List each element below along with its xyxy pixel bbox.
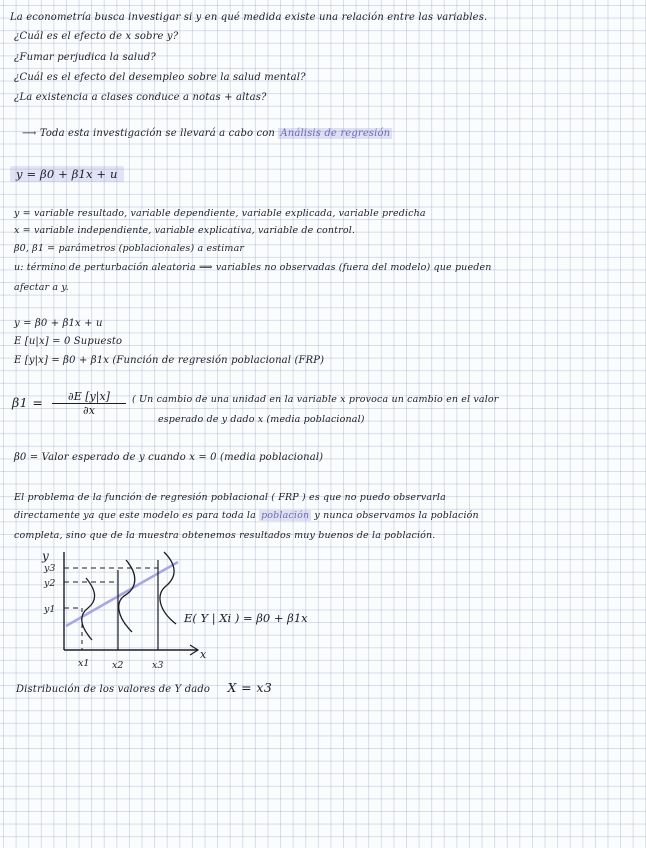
expectation-line-3: E [y|x] = β0 + β1x (Función de regresión poblacional (FRP) <box>14 355 325 366</box>
beta1-numerator: ∂E [y|x] <box>52 390 126 404</box>
tick-x2: x2 <box>112 660 124 671</box>
problem-highlight: población <box>261 510 310 521</box>
intro-line-3: ¿Fumar perjudica la salud? <box>14 52 156 63</box>
distribution-curve-x2 <box>119 560 135 632</box>
graph-caption-text: Distribución de los valores de Y dado <box>16 684 211 695</box>
graph-caption <box>16 680 272 695</box>
graph-caption-condition: X = x3 <box>227 680 273 695</box>
analysis-highlight: Análisis de regresión <box>280 128 391 139</box>
intro-line-2: ¿Cuál es el efecto de x sobre y? <box>14 31 179 42</box>
tick-y3: y3 <box>44 563 56 574</box>
definition-x: x = variable independiente, variable explicativa, variable de control. <box>14 225 356 236</box>
regression-line <box>66 562 178 626</box>
intro-line-5: ¿La existencia a clases conduce a notas + altas? <box>14 92 267 103</box>
distribution-curve-x3 <box>160 552 176 624</box>
analysis-prefix: ⟶ Toda esta investigación se llevará a cabo con <box>22 128 276 139</box>
beta1-lhs: β1 = <box>12 395 44 410</box>
definition-y: y = variable resultado, variable dependiente, variable explicada, variable predicha <box>14 208 426 219</box>
problem-line-1: El problema de la función de regresión poblacional ( FRP ) es que no puedo observarla <box>14 492 446 503</box>
beta0-line: β0 = Valor esperado de y cuando x = 0 (media poblacional) <box>14 452 324 463</box>
regression-line-label: E( Y | Xi ) = β0 + β1x <box>184 611 308 625</box>
definition-u: u: término de perturbación aleatoria ⟹ variables no observadas (fuera del modelo) que pueden <box>14 262 492 273</box>
tick-y1: y1 <box>44 604 56 615</box>
problem-line-2a: directamente ya que este modelo es para toda la <box>14 510 256 521</box>
intro-line-4: ¿Cuál es el efecto del desempleo sobre la salud mental? <box>14 72 306 83</box>
beta1-desc-1: ( Un cambio de una unidad en la variable x provoca un cambio en el valor <box>132 394 499 405</box>
intro-line-1: La econometría busca investigar si y en qué medida existe una relación entre las variables. <box>10 12 488 23</box>
distribution-curve-x1 <box>82 578 95 640</box>
graph-y-label: y <box>42 549 49 563</box>
beta1-desc-2: esperado de y dado x (media poblacional) <box>158 414 365 425</box>
expectation-line-2: E [u|x] = 0 Supuesto <box>14 336 123 347</box>
definition-u-cont: afectar a y. <box>14 282 69 293</box>
model-equation: y = β0 + β1x + u <box>10 166 124 182</box>
beta1-denominator: ∂x <box>83 404 95 417</box>
tick-x3: x3 <box>152 660 164 671</box>
definition-betas: β0, β1 = parámetros (poblacionales) a estimar <box>14 243 245 254</box>
problem-line-2b: y nunca observamos la población <box>314 510 479 521</box>
expectation-line-1: y = β0 + β1x + u <box>14 318 103 329</box>
graph-x-label: x <box>200 648 207 661</box>
problem-line-3: completa, sino que de la muestra obtenemos resultados muy buenos de la población. <box>14 530 436 541</box>
tick-y2: y2 <box>44 578 56 589</box>
tick-x1: x1 <box>78 658 90 669</box>
